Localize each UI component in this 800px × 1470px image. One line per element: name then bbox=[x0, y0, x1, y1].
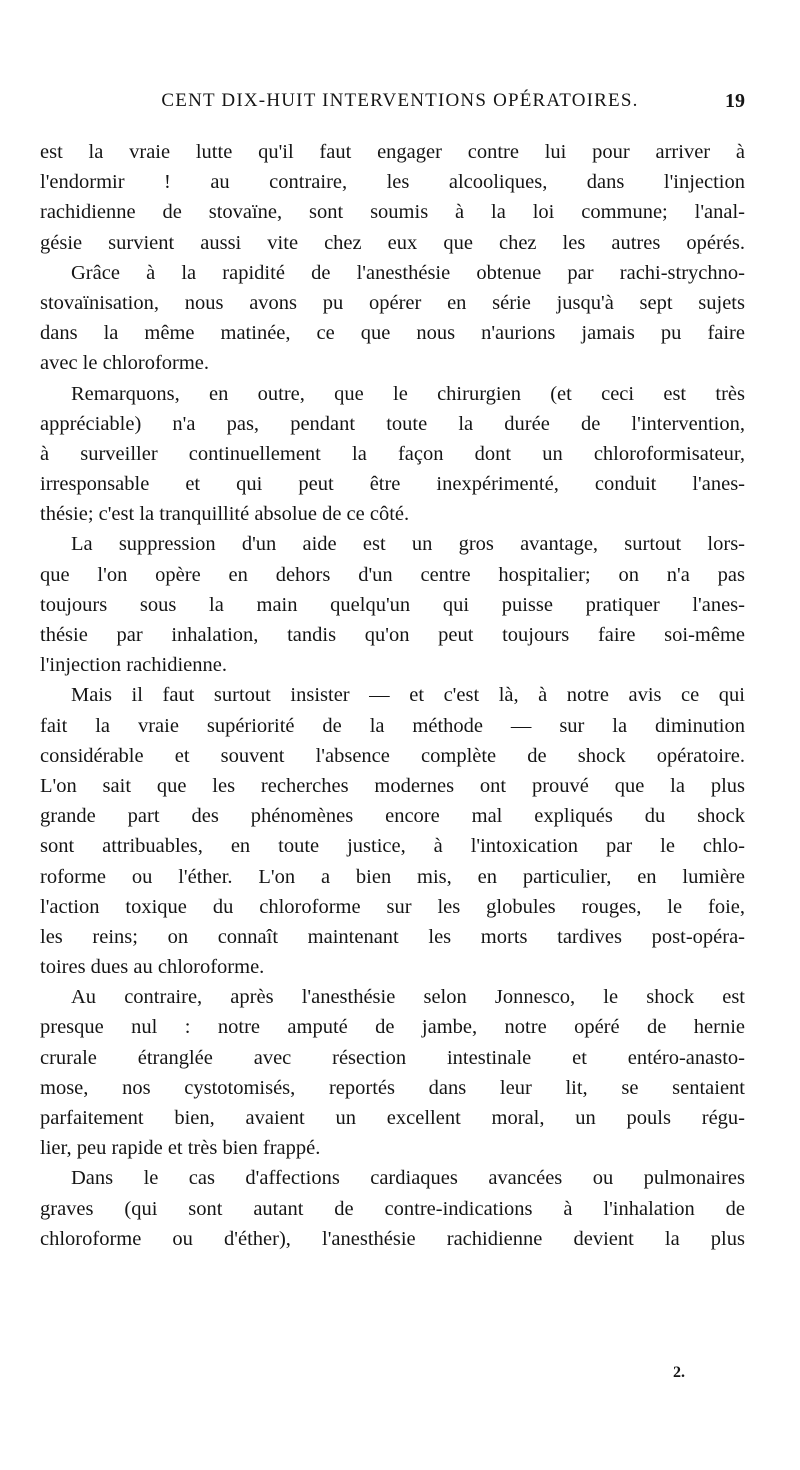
text-line: La suppression d'un aide est un gros avantage, surtout lors- bbox=[71, 533, 745, 556]
text-line: irresponsable et qui peut être inexpérimenté, conduit l'anes- bbox=[40, 473, 745, 496]
text-line: L'on sait que les recherches modernes ont prouvé que la plus bbox=[40, 774, 745, 797]
text-line: thésie; c'est la tranquillité absolue de ce côté. bbox=[40, 503, 410, 526]
text-line: Au contraire, après l'anesthésie selon Jonnesco, le shock est bbox=[71, 986, 745, 1009]
text-body bbox=[40, 137, 745, 1254]
text-line: gésie survient aussi vite chez eux que chez les autres opérés. bbox=[40, 231, 745, 254]
text-line: graves (qui sont autant de contre-indications à l'inhalation de bbox=[40, 1197, 745, 1220]
text-line: l'action toxique du chloroforme sur les globules rouges, le foie, bbox=[40, 895, 745, 918]
text-line: Grâce à la rapidité de l'anesthésie obtenue par rachi-strychno- bbox=[71, 261, 745, 284]
running-header bbox=[40, 90, 745, 120]
text-line: fait la vraie supériorité de la méthode — sur la diminution bbox=[40, 714, 745, 737]
text-line: considérable et souvent l'absence complète de shock opératoire. bbox=[40, 744, 745, 767]
text-line: dans la même matinée, ce que nous n'aurions jamais pu faire bbox=[40, 322, 745, 345]
text-line: les reins; on connaît maintenant les morts tardives post-opéra- bbox=[40, 925, 745, 948]
text-line: appréciable) n'a pas, pendant toute la durée de l'intervention, bbox=[40, 412, 745, 435]
text-line: lier, peu rapide et très bien frappé. bbox=[40, 1137, 321, 1160]
signature-mark: 2. bbox=[673, 1364, 685, 1381]
text-line: sont attribuables, en toute justice, à l'intoxication par le chlo- bbox=[40, 835, 745, 858]
text-line: que l'on opère en dehors d'un centre hospitalier; on n'a pas bbox=[40, 563, 745, 586]
text-line: Mais il faut surtout insister — et c'est là, à notre avis ce qui bbox=[71, 684, 745, 707]
text-line: l'injection rachidienne. bbox=[40, 654, 227, 677]
text-line: rachidienne de stovaïne, sont soumis à la loi commune; l'anal- bbox=[40, 201, 745, 224]
text-line: avec le chloroforme. bbox=[40, 352, 210, 375]
page-number: 19 bbox=[725, 90, 745, 112]
text-line: est la vraie lutte qu'il faut engager contre lui pour arriver à bbox=[40, 141, 745, 163]
text-line: à surveiller continuellement la façon dont un chloroformisateur, bbox=[40, 442, 745, 465]
text-line: chloroforme ou d'éther), l'anesthésie rachidienne devient la plus bbox=[40, 1227, 745, 1250]
text-line: l'endormir ! au contraire, les alcooliques, dans l'injection bbox=[40, 171, 745, 194]
text-line: mose, nos cystotomisés, reportés dans leur lit, se sentaient bbox=[40, 1076, 745, 1099]
text-line: crurale étranglée avec résection intestinale et entéro-anasto- bbox=[40, 1046, 745, 1069]
text-line: presque nul : notre amputé de jambe, notre opéré de hernie bbox=[40, 1016, 745, 1039]
book-page bbox=[40, 0, 745, 1470]
text-line: toujours sous la main quelqu'un qui puisse pratiquer l'anes- bbox=[40, 593, 745, 616]
text-line: Remarquons, en outre, que le chirurgien (et ceci est très bbox=[71, 382, 745, 405]
text-line: parfaitement bien, avaient un excellent moral, un pouls régu- bbox=[40, 1107, 745, 1129]
text-line: thésie par inhalation, tandis qu'on peut toujours faire soi-même bbox=[40, 624, 745, 646]
text-line: Dans le cas d'affections cardiaques avancées ou pulmonaires bbox=[71, 1167, 745, 1190]
text-line: roforme ou l'éther. L'on a bien mis, en particulier, en lumière bbox=[40, 865, 745, 888]
text-line: toires dues au chloroforme. bbox=[40, 956, 265, 979]
text-line: stovaïnisation, nous avons pu opérer en série jusqu'à sept sujets bbox=[40, 291, 745, 314]
header-title: CENT DIX-HUIT INTERVENTIONS OPÉRATOIRES. bbox=[161, 90, 639, 111]
text-line: grande part des phénomènes encore mal expliqués du shock bbox=[40, 805, 745, 828]
